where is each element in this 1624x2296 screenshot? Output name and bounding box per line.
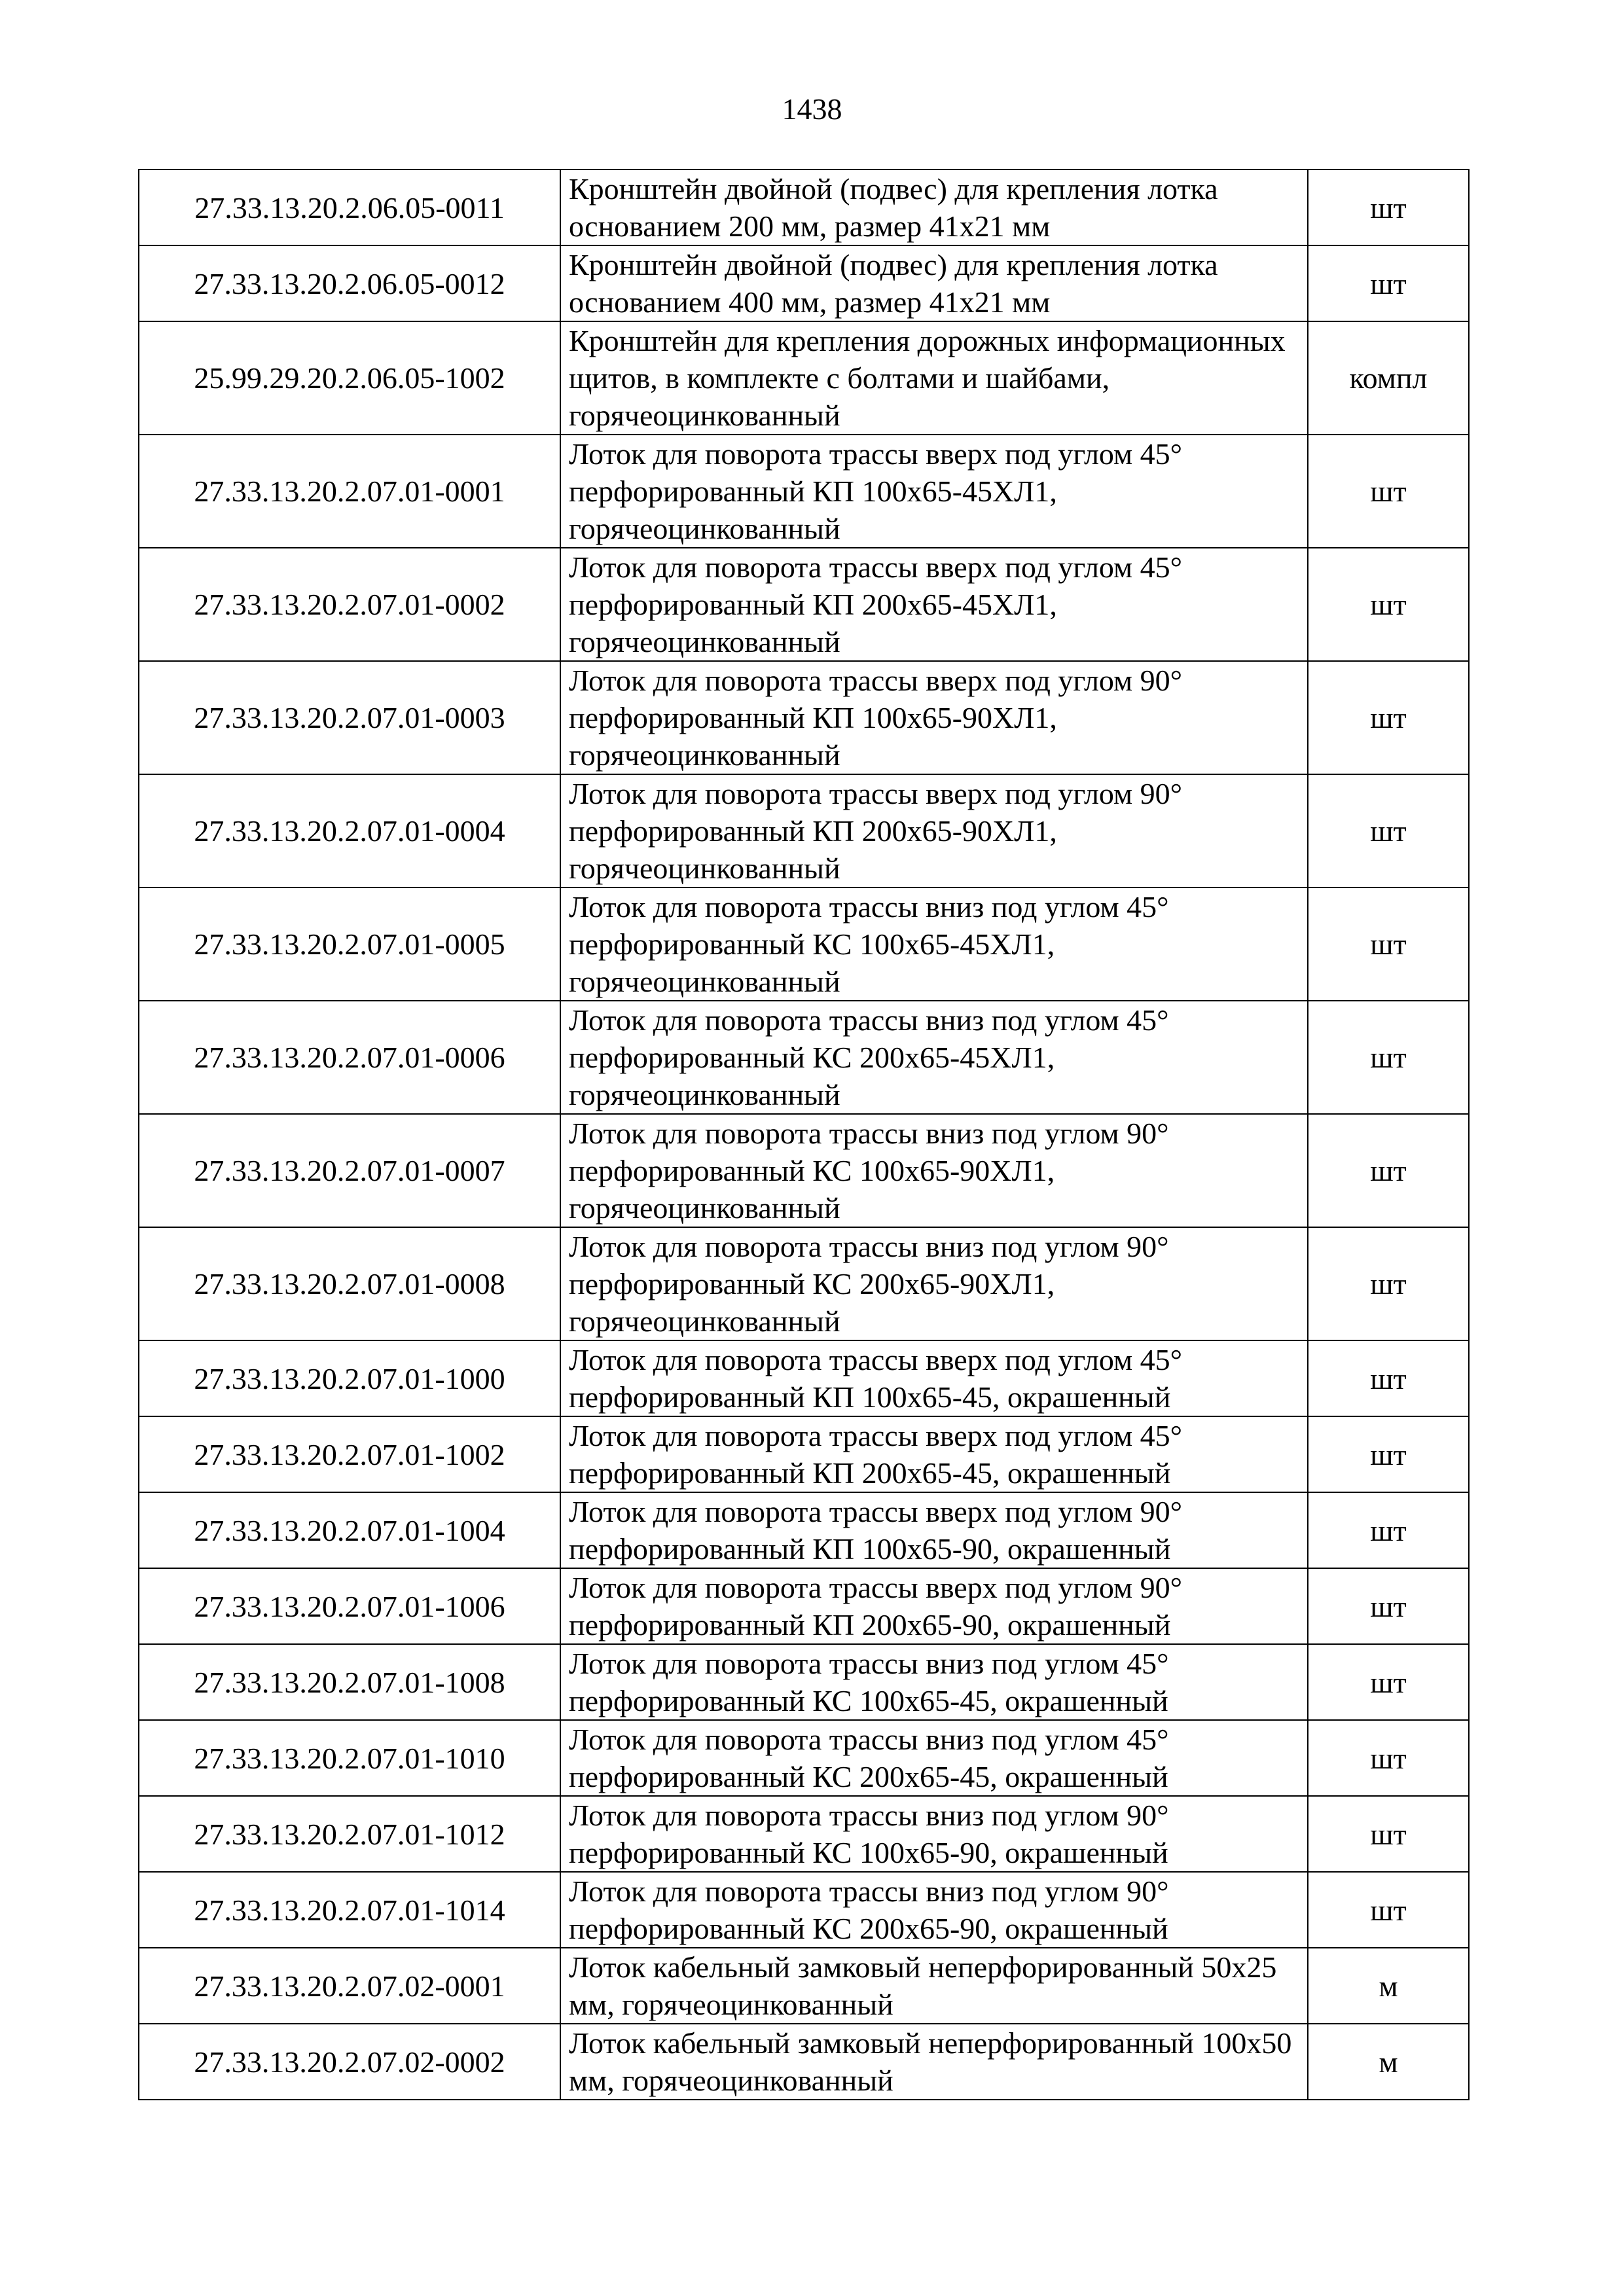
table-row <box>139 1227 1469 1340</box>
resource-code: 27.33.13.20.2.07.01-1002 <box>139 1416 560 1492</box>
resource-unit: шт <box>1308 1114 1469 1227</box>
resource-name: Лоток для поворота трассы вверх под углом 90° перфорированный КП 200х65-90ХЛ1, горячеоцинкованный <box>560 774 1308 888</box>
resource-unit: м <box>1308 2024 1469 2100</box>
table-row <box>139 1001 1469 1114</box>
resource-code: 27.33.13.20.2.07.01-0003 <box>139 661 560 774</box>
resource-code: 27.33.13.20.2.07.01-0004 <box>139 774 560 888</box>
resource-code: 27.33.13.20.2.07.01-1004 <box>139 1492 560 1568</box>
table-row <box>139 1340 1469 1416</box>
resource-name: Лоток для поворота трассы вниз под углом 90° перфорированный КС 100х65-90, окрашенный <box>560 1796 1308 1872</box>
resource-code: 25.99.29.20.2.06.05-1002 <box>139 321 560 435</box>
table-row <box>139 1568 1469 1644</box>
resource-name: Лоток для поворота трассы вниз под углом 90° перфорированный КС 200х65-90ХЛ1, горячеоцинкованный <box>560 1227 1308 1340</box>
resource-unit: шт <box>1308 888 1469 1001</box>
resource-unit: шт <box>1308 1568 1469 1644</box>
resource-code: 27.33.13.20.2.07.01-0007 <box>139 1114 560 1227</box>
resource-code: 27.33.13.20.2.07.02-0002 <box>139 2024 560 2100</box>
table-row <box>139 245 1469 321</box>
resource-unit: шт <box>1308 774 1469 888</box>
resource-name: Лоток для поворота трассы вверх под углом 45° перфорированный КП 100х65-45ХЛ1, горячеоцинкованный <box>560 435 1308 548</box>
resource-unit: шт <box>1308 245 1469 321</box>
resource-code: 27.33.13.20.2.07.01-1014 <box>139 1872 560 1948</box>
resource-name: Лоток кабельный замковый неперфорированный 50х25 мм, горячеоцинкованный <box>560 1948 1308 2024</box>
resource-name: Лоток для поворота трассы вверх под углом 45° перфорированный КП 200х65-45ХЛ1, горячеоцинкованный <box>560 548 1308 661</box>
table-row <box>139 1948 1469 2024</box>
resource-name: Лоток для поворота трассы вниз под углом 90° перфорированный КС 100х65-90ХЛ1, горячеоцинкованный <box>560 1114 1308 1227</box>
resource-name: Кронштейн двойной (подвес) для крепления лотка основанием 400 мм, размер 41х21 мм <box>560 245 1308 321</box>
resource-unit: шт <box>1308 1796 1469 1872</box>
resource-name: Лоток для поворота трассы вниз под углом 45° перфорированный КС 200х65-45, окрашенный <box>560 1720 1308 1796</box>
resource-code: 27.33.13.20.2.07.01-0002 <box>139 548 560 661</box>
resource-unit: шт <box>1308 1416 1469 1492</box>
table-row <box>139 170 1469 245</box>
resource-code: 27.33.13.20.2.07.01-0008 <box>139 1227 560 1340</box>
page-number: 1438 <box>782 92 842 126</box>
resource-code: 27.33.13.20.2.07.01-0001 <box>139 435 560 548</box>
resource-name: Лоток для поворота трассы вверх под углом 90° перфорированный КП 200х65-90, окрашенный <box>560 1568 1308 1644</box>
resource-code: 27.33.13.20.2.07.01-0006 <box>139 1001 560 1114</box>
resource-code: 27.33.13.20.2.07.01-1012 <box>139 1796 560 1872</box>
resource-name: Лоток кабельный замковый неперфорированный 100х50 мм, горячеоцинкованный <box>560 2024 1308 2100</box>
resource-name: Лоток для поворота трассы вверх под углом 90° перфорированный КП 100х65-90ХЛ1, горячеоцинкованный <box>560 661 1308 774</box>
resource-name: Лоток для поворота трассы вниз под углом 90° перфорированный КС 200х65-90, окрашенный <box>560 1872 1308 1948</box>
resource-unit: шт <box>1308 170 1469 245</box>
table-row <box>139 548 1469 661</box>
table-row <box>139 888 1469 1001</box>
resource-code: 27.33.13.20.2.07.01-1010 <box>139 1720 560 1796</box>
resource-unit: шт <box>1308 1644 1469 1720</box>
resource-unit: шт <box>1308 435 1469 548</box>
resource-unit: компл <box>1308 321 1469 435</box>
resource-code: 27.33.13.20.2.07.01-1006 <box>139 1568 560 1644</box>
table-row <box>139 1796 1469 1872</box>
table-row <box>139 1492 1469 1568</box>
resource-unit: шт <box>1308 1001 1469 1114</box>
resource-name: Лоток для поворота трассы вверх под углом 90° перфорированный КП 100х65-90, окрашенный <box>560 1492 1308 1568</box>
resource-unit: шт <box>1308 1340 1469 1416</box>
resource-unit: шт <box>1308 1872 1469 1948</box>
resource-code: 27.33.13.20.2.07.02-0001 <box>139 1948 560 2024</box>
resource-table <box>138 169 1470 2100</box>
resource-name: Кронштейн двойной (подвес) для крепления лотка основанием 200 мм, размер 41х21 мм <box>560 170 1308 245</box>
resource-code: 27.33.13.20.2.07.01-1000 <box>139 1340 560 1416</box>
resource-name: Лоток для поворота трассы вниз под углом 45° перфорированный КС 100х65-45ХЛ1, горячеоцинкованный <box>560 888 1308 1001</box>
resource-unit: шт <box>1308 1227 1469 1340</box>
table-row <box>139 435 1469 548</box>
resource-code: 27.33.13.20.2.06.05-0011 <box>139 170 560 245</box>
resource-code: 27.33.13.20.2.07.01-1008 <box>139 1644 560 1720</box>
resource-unit: шт <box>1308 1720 1469 1796</box>
resource-unit: шт <box>1308 1492 1469 1568</box>
resource-unit: м <box>1308 1948 1469 2024</box>
resource-name: Лоток для поворота трассы вниз под углом 45° перфорированный КС 200х65-45ХЛ1, горячеоцинкованный <box>560 1001 1308 1114</box>
table-row <box>139 1872 1469 1948</box>
table-row <box>139 661 1469 774</box>
resource-name: Лоток для поворота трассы вверх под углом 45° перфорированный КП 100х65-45, окрашенный <box>560 1340 1308 1416</box>
table-row <box>139 1114 1469 1227</box>
table-row <box>139 1720 1469 1796</box>
table-row <box>139 321 1469 435</box>
table-row <box>139 774 1469 888</box>
resource-name: Кронштейн для крепления дорожных информационных щитов, в комплекте с болтами и шайбами, горячеоцинкованный <box>560 321 1308 435</box>
resource-name: Лоток для поворота трассы вверх под углом 45° перфорированный КП 200х65-45, окрашенный <box>560 1416 1308 1492</box>
table-row <box>139 1416 1469 1492</box>
table-row <box>139 1644 1469 1720</box>
resource-unit: шт <box>1308 661 1469 774</box>
resource-code: 27.33.13.20.2.07.01-0005 <box>139 888 560 1001</box>
resource-unit: шт <box>1308 548 1469 661</box>
resource-name: Лоток для поворота трассы вниз под углом 45° перфорированный КС 100х65-45, окрашенный <box>560 1644 1308 1720</box>
table-row <box>139 2024 1469 2100</box>
resource-code: 27.33.13.20.2.06.05-0012 <box>139 245 560 321</box>
